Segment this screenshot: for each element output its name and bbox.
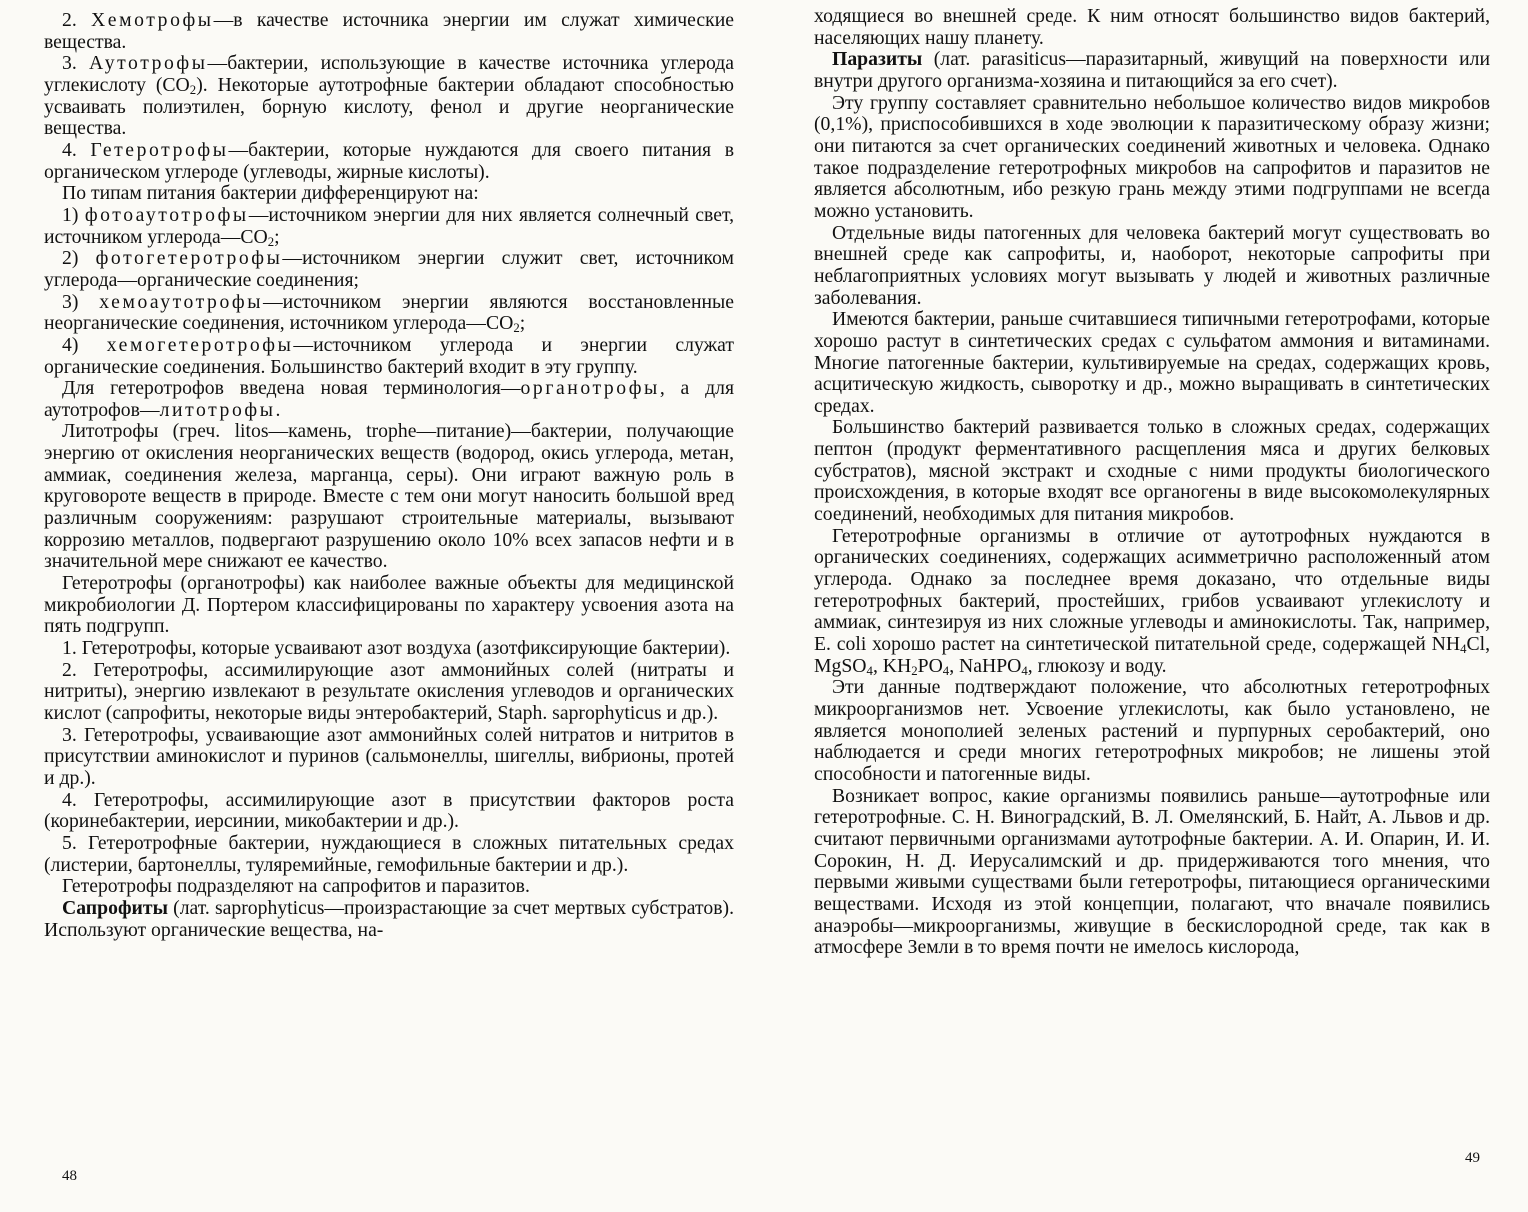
paragraph: Возникает вопрос, какие организмы появились раньше—аутотрофные или гетеротрофные. С. Н. Виноградский, В. Л. Омелянский, Б. Найт, А. Львов и др. считают первичными организмами аутотрофные бактерии. А. И. Опарин, И. И. Сорокин, Н. Д. Иерусалимский и др. придерживаются того мнения, что первыми живыми существами были гетеротрофы, питающиеся органическими веществами. Исходя из этой концепции, полагают, что вначале появились анаэробы—микроорганизмы, живущие в бескислородной среде, так как в атмосфере Земли в то время почти не имелось кислорода,: [814, 784, 1490, 959]
text: —источником энергии являются восстановленные неорганические соединения, источником углерода—CO: [44, 290, 734, 335]
term: Гетеротрофы: [90, 138, 229, 161]
text: —бактерии, которые нуждаются для своего питания в органическом углероде (углеводы, жирные кислоты).: [44, 138, 735, 183]
text: —источником энергии служит свет, источником углерода—органические соединения;: [44, 247, 735, 291]
right-page: [814, 0, 1490, 1212]
term-bold: Сапрофиты: [62, 896, 168, 919]
paragraph: Имеются бактерии, раньше считавшиеся типичными гетеротрофами, которые хорошо растут в синтетических средах с сульфатом аммония и витаминами. Многие патогенные бактерии, культивируемые на средах, содержащих кровь, асцитическую жидкость, сыворотку и др., можно выращивать в синтетических средах.: [814, 308, 1490, 417]
text: Для гетеротрофов введена новая терминология—: [62, 377, 521, 400]
paragraph: ходящиеся во внешней среде. К ним относят большинство видов бактерий, населяющих нашу планету.: [814, 5, 1490, 49]
text: PO: [917, 654, 943, 677]
paragraph: Эту группу составляет сравнительно небольшое количество видов микробов (0,1%), приспособившихся в ходе эволюции к паразитическому образу жизни; они питаются за счет органических соединений животных и человека. Однако такое подразделение гетеротрофных микробов на сапрофитов и паразитов не является абсолютным, ибо резкую грань между этими подгруппами не всегда можно установить.: [814, 91, 1490, 222]
paragraph: [44, 292, 734, 335]
paragraph: [44, 10, 734, 53]
term: хемогетеротрофы: [106, 333, 294, 356]
paragraph: [44, 205, 734, 248]
subscript: 2: [911, 663, 918, 678]
punctuation: ;: [274, 225, 280, 248]
right-page-text: [814, 6, 1490, 959]
text: (лат. saprophyticus—произрастающие за счет мертвых субстратов). Используют органические вещества, на-: [44, 896, 734, 941]
left-page: [44, 0, 734, 1212]
list-number: 4.: [62, 138, 77, 161]
list-number: 1): [62, 203, 79, 226]
term: Аутотрофы: [88, 52, 208, 75]
paragraph: Гетеротрофы подразделяют на сапрофитов и паразитов.: [62, 875, 530, 898]
term: Хемотрофы: [91, 9, 214, 31]
term: хемоаутотрофы: [99, 290, 263, 313]
term: фотогетеротрофы: [95, 247, 283, 270]
text: , NaHPO: [949, 654, 1022, 677]
text: —в качестве источника энергии им служат химические вещества.: [44, 9, 734, 53]
subscript: 4: [942, 663, 950, 678]
paragraph: Отдельные виды патогенных для человека бактерий могут существовать во внешней среде как сапрофиты, и, наоборот, некоторые сапрофиты при неблагоприятных условиях могут вызывать у людей и животных различные заболевания.: [814, 221, 1490, 309]
text: —бактерии, использующие в качестве источника углерода углекислоту (CO: [44, 52, 734, 96]
text: Гетеротрофные организмы в отличие от аутотрофных нуждаются в органических соединениях, содержащих асимметрично расположенный атом углерода. Однако за последнее время доказано, что отдельные виды гетеротрофных бактерий, простейших, грибов усваивают углекислоту и аммиак, синтезируя из них сложные углеводы и аминокислоты. Так, например, E. coli хорошо растет на синтетической питательной среде, содержащей: [814, 524, 1490, 656]
list-number: 3): [62, 290, 79, 313]
paragraph: [44, 140, 734, 183]
paragraph: 1. Гетеротрофы, которые усваивают азот воздуха (азотфиксирующие бактерии).: [62, 637, 731, 660]
punctuation: ;: [519, 312, 526, 335]
list-number: 3.: [62, 52, 77, 75]
list-number: 4): [62, 333, 79, 356]
paragraph: [44, 53, 734, 140]
subscript: 4: [1460, 642, 1467, 657]
paragraph: По типам питания бактерии дифференцируют на:: [62, 182, 479, 205]
text: —источником энергии для них является солнечный свет, источником углерода—CO: [44, 203, 735, 248]
subscript: 4: [1021, 663, 1028, 678]
page-number: 49: [1465, 1150, 1480, 1166]
paragraph: [814, 49, 1490, 92]
left-page-text: [44, 10, 734, 941]
text: , KH: [872, 654, 912, 677]
subscript: 2: [513, 321, 520, 336]
paragraph: [44, 335, 734, 378]
term: литотрофы: [159, 398, 276, 421]
text: NH: [1431, 633, 1461, 656]
subscript: 4: [866, 663, 873, 678]
paragraph: [44, 898, 734, 941]
paragraph: [814, 526, 1490, 678]
paragraph: 3. Гетеротрофы, усваивающие азот аммонийных солей нитратов и нитритов в присутствии аминокислот и пуринов (сальмонеллы, шигеллы, вибрионы, протей и др.).: [44, 723, 734, 789]
paragraph: [44, 378, 734, 421]
text: (лат. parasiticus—паразитарный, живущий на поверхности или внутри другого организма-хозяина и питающийся за его счет).: [814, 48, 1490, 92]
paragraph: [44, 248, 734, 291]
text: Cl, MgSO: [814, 633, 1490, 677]
paragraph: 5. Гетеротрофные бактерии, нуждающиеся в сложных питательных средах (листерии, бартонеллы, туляремийные, гемофильные бактерии и др.).: [44, 831, 734, 876]
term: фотоаутотрофы: [84, 203, 249, 226]
punctuation: .: [275, 398, 281, 421]
text: —источником углерода и энергии служат органические соединения. Большинство бактерий входит в эту группу.: [44, 333, 734, 378]
paragraph: Эти данные подтверждают положение, что абсолютных гетеротрофных микроорганизмов нет. Усвоение углекислоты, как было установлено, не является монополией зеленых растений и пурпурных серобактерий, оно наблюдается и среди многих гетеротрофных микробов; не лишены этой способности и патогенные виды.: [814, 676, 1490, 785]
paragraph: Гетеротрофы (органотрофы) как наиболее важные объекты для медицинской микробиологии Д. Портером классифицированы по характеру усвоения азота на пять подгрупп.: [44, 572, 734, 638]
text: , а для аутотрофов—: [44, 377, 734, 421]
term: органотрофы: [520, 377, 660, 400]
paragraph: Большинство бактерий развивается только в сложных средах, содержащих пептон (продукт ферментативного расщепления мяса и других белковых субстратов), мясной экстракт и сходные с ними продукты биологического происхождения, в которые входят все органогены в виде высокомолекулярных соединений, необходимых для питания микробов.: [814, 416, 1490, 526]
term-bold: Паразиты: [832, 48, 923, 71]
page-number: 48: [62, 1168, 77, 1184]
paragraph: Литотрофы (греч. litos—камень, trophe—питание)—бактерии, получающие энергию от окисления неорганических веществ (водород, окись углерода, метан, аммиак, соединения железа, марганца, серы). Они играют важную роль в круговороте веществ в природе. Вместе с тем они могут наносить большой вред различным сооружениям: разрушают строительные материалы, вызывают коррозию металлов, подвергают разрушению около 10% всех запасов нефти и в значительной мере снижают ее качество.: [44, 420, 734, 573]
paragraph: 2. Гетеротрофы, ассимилирующие азот аммонийных солей (нитраты и нитриты), энергию извлекают в результате окисления углеводов и органических кислот (сапрофиты, некоторые виды энтеробактерий, Staph. saprophyticus и др.).: [44, 658, 734, 724]
subscript: 2: [267, 234, 275, 249]
text: , глюкозу и воду.: [1027, 654, 1167, 677]
text: ). Некоторые аутотрофные бактерии обладают способностью усваивать полиэтилен, борную кислоту, фенол и другие неорганические вещества.: [44, 73, 734, 140]
list-number: 2): [62, 247, 79, 270]
list-number: 2.: [62, 9, 77, 31]
paragraph: 4. Гетеротрофы, ассимилирующие азот в присутствии факторов роста (коринебактерии, иерсинии, микобактерии и др.).: [44, 788, 734, 833]
subscript: 2: [189, 83, 197, 98]
